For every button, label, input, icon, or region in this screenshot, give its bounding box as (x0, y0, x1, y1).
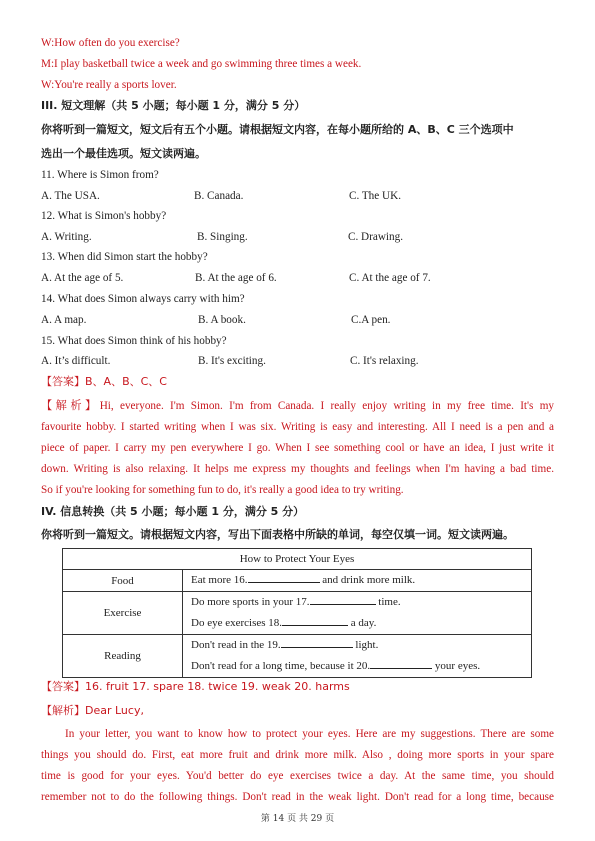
option-a: A. A map. (41, 314, 87, 326)
table-text: Do more sports in your 17. (191, 596, 310, 608)
table-category: Reading (63, 635, 183, 678)
table-content (183, 635, 532, 678)
table-text: light. (352, 639, 379, 651)
table-title: How to Protect Your Eyes (63, 549, 532, 570)
table-text: Eat more 16. (191, 574, 248, 586)
analysis-line: 【解析】Hi, everyone. I'm Simon. I'm from Canada. I really enjoy writing in my free time. It's my (41, 400, 554, 412)
table-text: a day. (348, 617, 377, 629)
answer-blank[interactable] (370, 658, 432, 669)
section-instruction: 你将听到一篇短文。请根据短文内容，写出下面表格中所缺的单词，每空仅填一词。短文读两遍。 (41, 528, 514, 541)
section-heading: III. 短文理解（共 5 小题；每小题 1 分，满分 5 分） (41, 99, 306, 112)
section-instruction: 选出一个最佳选项。短文读两遍。 (41, 147, 206, 160)
analysis-paragraph (41, 745, 554, 808)
question-text: 14. What does Simon always carry with him? (41, 293, 245, 305)
question-text: 11. Where is Simon from? (41, 169, 159, 181)
analysis-line: favourite hobby. I started writing when I was six. Writing is easy and interesting. All I need is a pen and a (41, 421, 554, 433)
option-b: B. It's exciting. (198, 355, 266, 367)
question-text: 13. When did Simon start the hobby? (41, 251, 208, 263)
analysis-label: 【解析】Dear Lucy, (41, 704, 144, 717)
answer-blank[interactable] (310, 594, 376, 605)
option-b: B. At the age of 6. (195, 272, 277, 284)
table-text: time. (375, 596, 401, 608)
answer-blank[interactable] (248, 572, 320, 583)
dialogue-line: M:I play basketball twice a week and go swimming three times a week. (41, 58, 362, 70)
answer-key: 【答案】B、A、B、C、C (41, 375, 167, 388)
question-text: 15. What does Simon think of his hobby? (41, 335, 227, 347)
option-c: C.A pen. (351, 314, 391, 326)
section-heading: IV. 信息转换（共 5 小题；每小题 1 分，满分 5 分） (41, 505, 305, 518)
analysis-line: remember not to do the following things. Don't read in the weak light. Don't read for a long time, because (41, 791, 554, 803)
option-c: C. It's relaxing. (350, 355, 419, 367)
table-row (63, 570, 532, 592)
dialogue-line: W:You're really a sports lover. (41, 79, 177, 91)
table-row (63, 592, 532, 635)
analysis-line: piece of paper. I carry my pen everywhere I go. When I see something cool or have an idea, I just write it (41, 442, 554, 454)
answer-key: 【答案】16. fruit 17. spare 18. twice 19. weak 20. harms (41, 680, 350, 693)
answer-blank[interactable] (282, 615, 348, 626)
section-instruction: 你将听到一篇短文，短文后有五个小题。请根据短文内容，在每小题所给的 A、B、C 三个选项中 (41, 123, 514, 136)
table-text: Don't read in the 19. (191, 639, 281, 651)
option-a: A. At the age of 5. (41, 272, 124, 284)
table-content (183, 570, 532, 592)
analysis-line: time is good for your eyes. You'd better do eye exercises twice a day. At the same time, you should (41, 770, 554, 782)
table-text: your eyes. (432, 660, 481, 672)
table-row (63, 635, 532, 678)
answer-blank[interactable] (281, 637, 353, 648)
question-text: 12. What is Simon's hobby? (41, 210, 167, 222)
table-text: Don't read for a long time, because it 20. (191, 660, 371, 672)
option-a: A. Writing. (41, 231, 92, 243)
analysis-line: So if you're looking for something fun to do, it's really a good idea to try writing. (41, 484, 404, 496)
analysis-line: down. Writing is also relaxing. It helps me express my thoughts and feelings when I'm having a bad time. (41, 463, 554, 475)
option-c: C. Drawing. (348, 231, 403, 243)
info-table (62, 548, 532, 678)
analysis-line: In your letter, you want to know how to protect your eyes. Here are my suggestions. There are some (65, 728, 554, 740)
table-category: Exercise (63, 592, 183, 635)
analysis-line: things you should do. First, eat more fruit and drink more milk. Also , doing more sports in your spare (41, 749, 554, 761)
analysis-paragraph (41, 724, 554, 745)
table-category: Food (63, 570, 183, 592)
page-number: 第 14 页 共 29 页 (260, 814, 335, 824)
table-text: Do eye exercises 18. (191, 617, 283, 629)
table-content (183, 592, 532, 635)
option-c: C. The UK. (349, 190, 401, 202)
option-b: B. A book. (198, 314, 246, 326)
option-b: B. Singing. (197, 231, 248, 243)
option-a: A. It’s difficult. (41, 355, 111, 367)
option-c: C. At the age of 7. (349, 272, 431, 284)
table-text: and drink more milk. (319, 574, 416, 586)
dialogue-line: W:How often do you exercise? (41, 37, 180, 49)
option-a: A. The USA. (41, 190, 100, 202)
analysis-paragraph (41, 396, 554, 501)
option-b: B. Canada. (194, 190, 244, 202)
